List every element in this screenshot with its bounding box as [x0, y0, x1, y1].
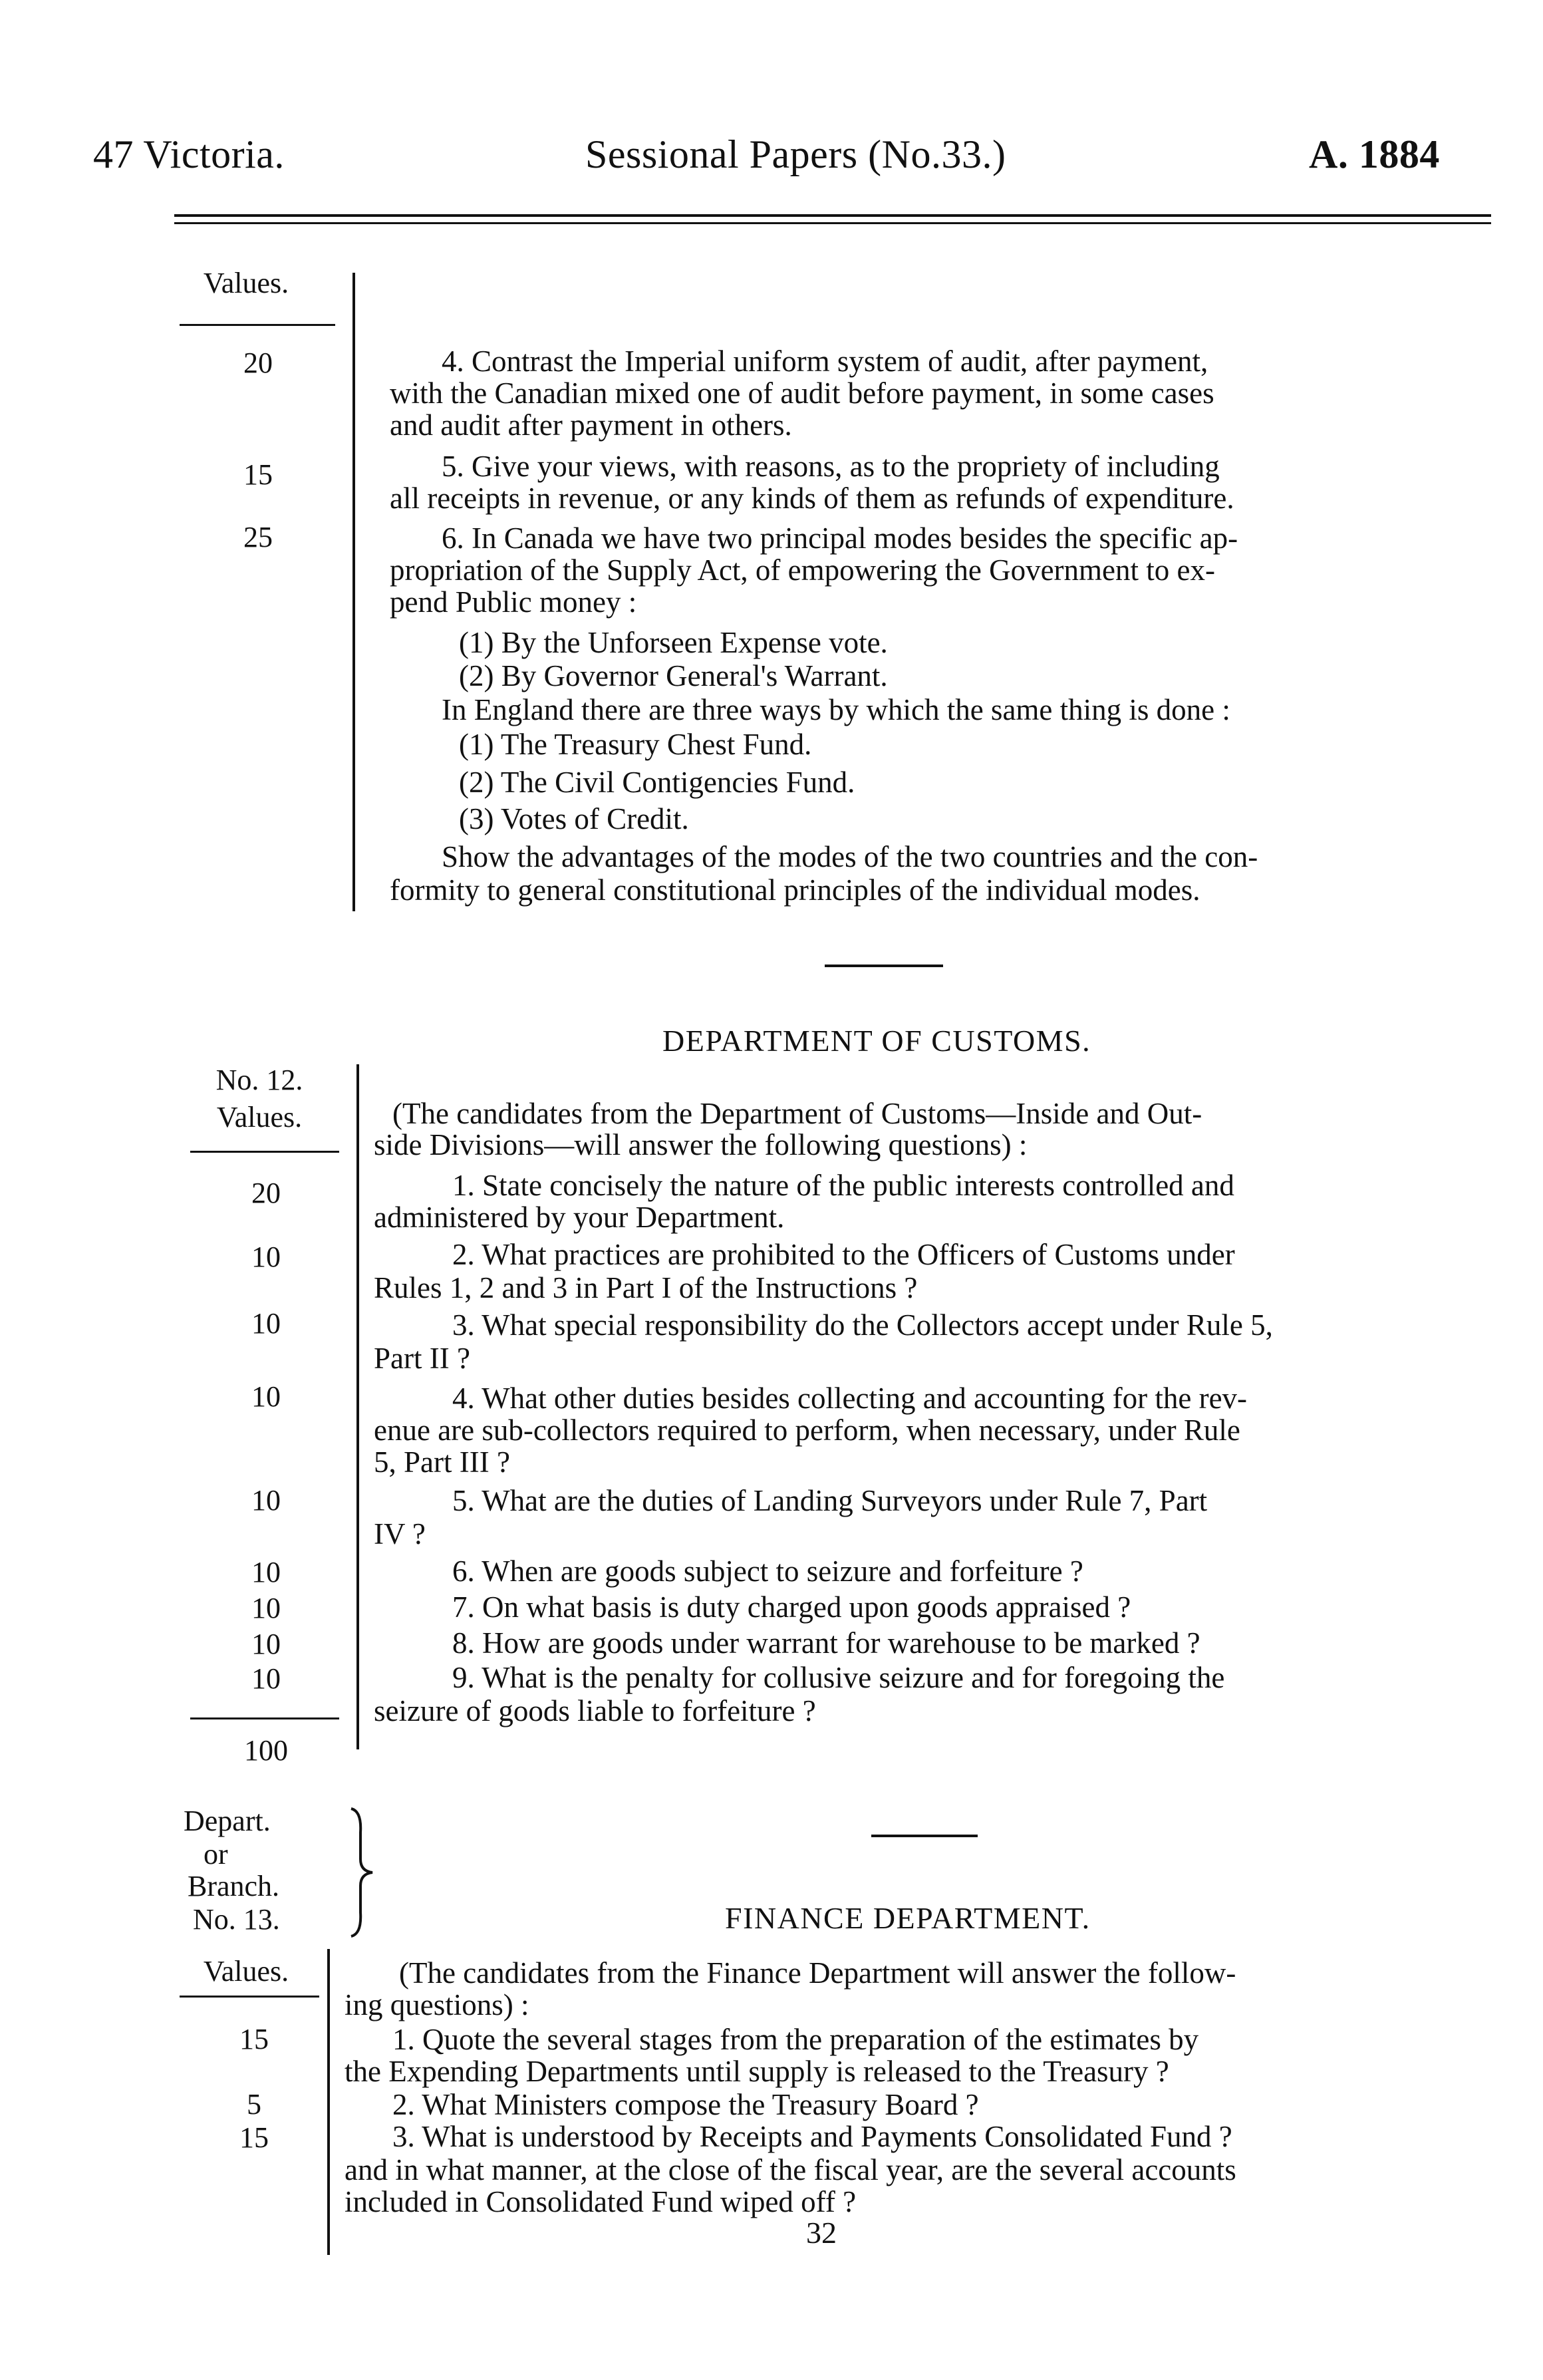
- section-separator: [825, 965, 943, 967]
- value-q2: 5: [247, 2088, 261, 2121]
- text-line: (3) Votes of Credit.: [459, 802, 689, 835]
- column-rule: [352, 273, 355, 911]
- header-right: A. 1884: [1309, 132, 1440, 176]
- text-line: (1) By the Unforseen Expense vote.: [459, 626, 888, 659]
- values-divider: [180, 1996, 319, 1998]
- value-q9: 10: [251, 1662, 281, 1695]
- text-line: formity to general constitutional principles of the individual modes.: [390, 873, 1200, 907]
- text-line: 5. Give your views, with reasons, as to the propriety of including: [442, 450, 1220, 483]
- finance-heading: FINANCE DEPARTMENT.: [725, 1901, 1091, 1935]
- text-line: 1. Quote the several stages from the preparation of the estimates by: [392, 2023, 1199, 2056]
- value-q8: 10: [251, 1628, 281, 1660]
- text-line: Rules 1, 2 and 3 in Part I of the Instructions ?: [374, 1271, 918, 1304]
- text-line: 6. When are goods subject to seizure and forfeiture ?: [452, 1555, 1083, 1588]
- text-line: In England there are three ways by which the same thing is done :: [442, 693, 1230, 726]
- no-label: No. 12.: [215, 1064, 303, 1096]
- values-total: 100: [244, 1734, 288, 1767]
- text-line: (1) The Treasury Chest Fund.: [459, 728, 812, 761]
- value-q6: 10: [251, 1556, 281, 1588]
- text-line: administered by your Department.: [374, 1201, 785, 1234]
- value-q3: 10: [251, 1307, 281, 1340]
- value-q5: 10: [251, 1484, 281, 1517]
- header-center: Sessional Papers (No.33.): [585, 132, 1006, 176]
- text-line: (The candidates from the Department of Customs—Inside and Out-: [392, 1097, 1202, 1130]
- text-line: 1. State concisely the nature of the public interests controlled and: [452, 1169, 1234, 1202]
- column-rule: [356, 1064, 359, 1749]
- depart-label: or: [204, 1838, 228, 1870]
- text-line: and in what manner, at the close of the fiscal year, are the several accounts: [345, 2153, 1236, 2186]
- text-line: 7. On what basis is duty charged upon goods appraised ?: [452, 1590, 1131, 1624]
- values-label: Values.: [203, 1955, 289, 1988]
- value-q1: 15: [239, 2023, 269, 2055]
- text-line: Show the advantages of the modes of the two countries and the con-: [442, 840, 1258, 873]
- text-line: seizure of goods liable to forfeiture ?: [374, 1694, 816, 1727]
- column-rule: [327, 1949, 330, 2255]
- text-line: (2) By Governor General's Warrant.: [459, 659, 888, 692]
- customs-heading: DEPARTMENT OF CUSTOMS.: [662, 1024, 1091, 1058]
- total-divider: [190, 1717, 339, 1719]
- text-line: 5, Part III ?: [374, 1445, 510, 1479]
- page-number: 32: [806, 2216, 837, 2250]
- text-line: pend Public money :: [390, 585, 637, 619]
- text-line: 4. Contrast the Imperial uniform system of audit, after payment,: [442, 345, 1208, 378]
- value-q7: 10: [251, 1592, 281, 1624]
- value-q1: 20: [251, 1177, 281, 1209]
- text-line: Part II ?: [374, 1342, 470, 1375]
- value-q4: 20: [243, 347, 273, 379]
- text-line: side Divisions—will answer the following questions) :: [374, 1128, 1028, 1161]
- brace-icon: [346, 1806, 379, 1939]
- section-separator: [871, 1835, 978, 1837]
- depart-label: No. 13.: [193, 1903, 280, 1936]
- text-line: enue are sub-collectors required to perform, when necessary, under Rule: [374, 1413, 1240, 1447]
- text-line: 2. What practices are prohibited to the Officers of Customs under: [452, 1238, 1235, 1271]
- text-line: the Expending Departments until supply is released to the Treasury ?: [345, 2055, 1169, 2088]
- value-q4: 10: [251, 1380, 281, 1413]
- text-line: 3. What is understood by Receipts and Payments Consolidated Fund ?: [392, 2120, 1232, 2153]
- value-q2: 10: [251, 1241, 281, 1273]
- values-divider: [180, 324, 335, 326]
- text-line: included in Consolidated Fund wiped off ?: [345, 2185, 857, 2218]
- text-line: 3. What special responsibility do the Collectors accept under Rule 5,: [452, 1308, 1273, 1342]
- text-line: 4. What other duties besides collecting and accounting for the rev-: [452, 1382, 1248, 1415]
- depart-label: Branch.: [188, 1870, 280, 1902]
- text-line: all receipts in revenue, or any kinds of them as refunds of expenditure.: [390, 482, 1234, 515]
- text-line: (2) The Civil Contigencies Fund.: [459, 766, 855, 799]
- text-line: propriation of the Supply Act, of empowering the Government to ex-: [390, 553, 1215, 587]
- values-label: Values.: [216, 1101, 303, 1133]
- value-q5: 15: [243, 458, 273, 491]
- text-line: ing questions) :: [345, 1988, 529, 2021]
- text-line: with the Canadian mixed one of audit before payment, in some cases: [390, 376, 1214, 410]
- text-line: 8. How are goods under warrant for warehouse to be marked ?: [452, 1626, 1200, 1660]
- text-line: IV ?: [374, 1517, 426, 1551]
- text-line: 6. In Canada we have two principal modes besides the specific ap-: [442, 521, 1238, 555]
- value-q6: 25: [243, 521, 273, 553]
- values-divider: [190, 1151, 339, 1153]
- text-line: 5. What are the duties of Landing Surveyors under Rule 7, Part: [452, 1484, 1208, 1517]
- value-q3: 15: [239, 2121, 269, 2154]
- values-label: Values.: [203, 267, 289, 299]
- text-line: and audit after payment in others.: [390, 408, 792, 442]
- header-rule-bottom: [174, 222, 1491, 224]
- text-line: 9. What is the penalty for collusive seizure and for foregoing the: [452, 1661, 1225, 1694]
- header-rule-top: [174, 214, 1491, 217]
- text-line: (The candidates from the Finance Department will answer the follow-: [399, 1956, 1236, 1990]
- text-line: 2. What Ministers compose the Treasury Board ?: [392, 2088, 979, 2121]
- header-left: 47 Victoria.: [93, 132, 285, 176]
- depart-label: Depart.: [184, 1805, 271, 1837]
